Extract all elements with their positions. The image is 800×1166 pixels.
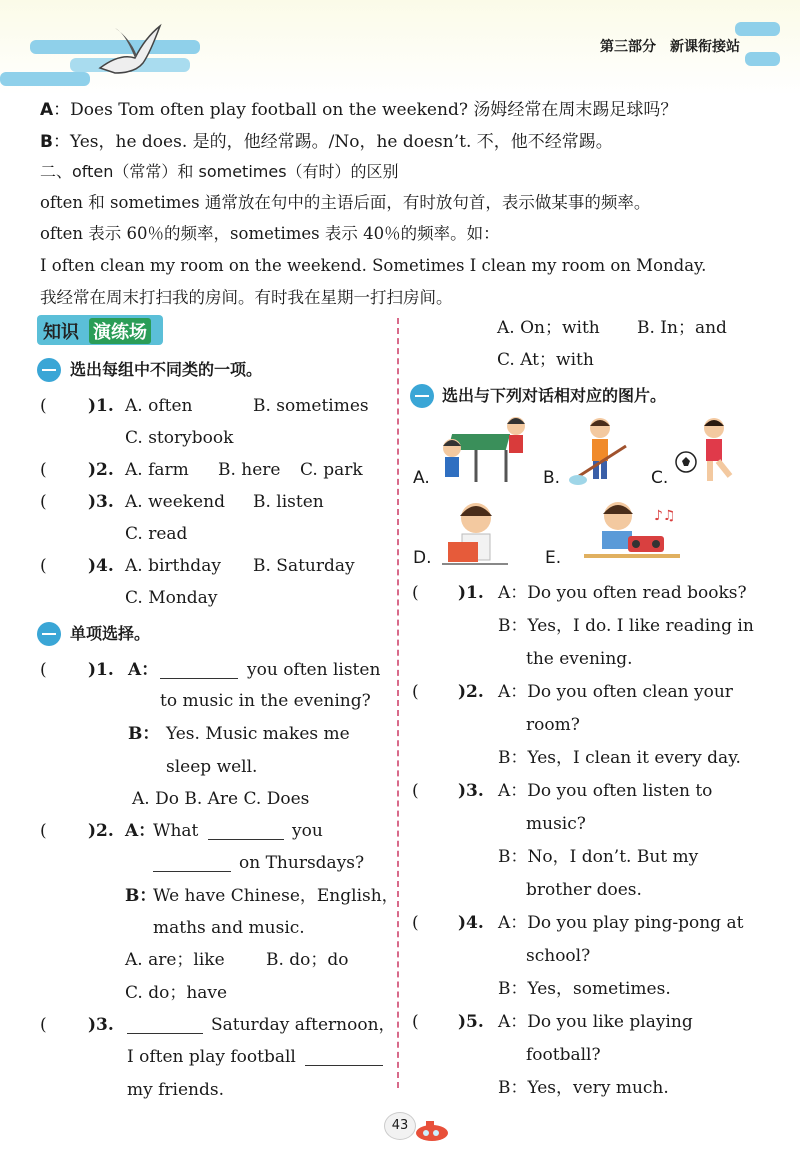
dialogue-text: A：Do you often listen to xyxy=(498,781,713,801)
picture-label: E. xyxy=(545,548,562,568)
dialogue-text: you xyxy=(292,821,323,841)
question-number: )1. xyxy=(88,660,114,680)
fill-blank[interactable] xyxy=(160,660,238,679)
section-three-title: 选出与下列对话相对应的图片。 xyxy=(442,386,667,405)
section-heading: 二、often（常常）和 sometimes（有时）的区别 xyxy=(40,162,399,181)
svg-text:♪♫: ♪♫ xyxy=(654,508,676,524)
section-three-icon xyxy=(410,384,434,408)
option: C. At；with xyxy=(497,350,594,370)
example-sentence: I often clean my room on the weekend. Sometimes I clean my room on Monday. xyxy=(40,256,707,275)
section-one-icon xyxy=(37,358,61,382)
option: B. sometimes xyxy=(253,396,369,416)
speaker-label: A： xyxy=(125,821,156,841)
question-number: )5. xyxy=(458,1012,484,1032)
question-number: )3. xyxy=(458,781,484,801)
option: B. do；do xyxy=(266,950,349,970)
dialogue-text: brother does. xyxy=(526,880,642,900)
dialogue-text: Saturday afternoon， xyxy=(211,1015,396,1035)
column-divider xyxy=(397,318,399,1088)
dialogue-text: B：Yes，very much. xyxy=(498,1078,669,1098)
answer-paren[interactable]: ( xyxy=(40,460,47,480)
cloud-decoration xyxy=(735,22,780,36)
question-number: )3. xyxy=(88,1015,114,1035)
speaker-label: A： xyxy=(128,660,159,680)
listening-music-picture[interactable] xyxy=(584,498,680,564)
example-translation: 我经常在周末打扫我的房间。有时我在星期一打扫房间。 xyxy=(40,288,453,307)
answer-paren[interactable]: ( xyxy=(40,396,47,416)
answer-paren[interactable]: ( xyxy=(40,492,47,512)
dialogue-text: maths and music. xyxy=(153,918,305,938)
practice-banner xyxy=(37,315,163,345)
dialogue-text: football? xyxy=(526,1045,601,1065)
option: B. Saturday xyxy=(253,556,355,576)
intro-paragraph: often 和 sometimes 通常放在句中的主语后面，有时放句首，表示做某事的频率。 xyxy=(40,193,651,212)
answer-paren[interactable]: ( xyxy=(412,682,419,702)
option: C. Monday xyxy=(125,588,218,608)
question-number: )2. xyxy=(458,682,484,702)
submarine-icon xyxy=(412,1118,452,1144)
option: B. In；and xyxy=(637,318,727,338)
question-number: )4. xyxy=(88,556,114,576)
option: C. park xyxy=(300,460,363,480)
answer-paren[interactable]: ( xyxy=(412,583,419,603)
cloud-decoration xyxy=(745,52,780,66)
option: C. do；have xyxy=(125,983,228,1003)
dialogue-text: sleep well. xyxy=(166,757,258,777)
section-two-icon xyxy=(37,622,61,646)
dialogue-text: on Thursdays? xyxy=(239,853,365,873)
dialogue-text: room? xyxy=(526,715,580,735)
answer-paren[interactable]: ( xyxy=(40,556,47,576)
picture-label: D. xyxy=(413,548,432,568)
picture-label: B. xyxy=(543,468,561,488)
dialogue-text: Yes. Music makes me xyxy=(166,724,350,744)
ping-pong-picture[interactable] xyxy=(436,412,528,488)
option: A. weekend xyxy=(125,492,225,512)
intro-paragraph: often 表示 60％的频率，sometimes 表示 40％的频率。如： xyxy=(40,224,500,243)
picture-label: A. xyxy=(413,468,430,488)
answer-paren[interactable]: ( xyxy=(412,913,419,933)
answer-paren[interactable]: ( xyxy=(412,1012,419,1032)
option: A. farm xyxy=(125,460,189,480)
answer-paren[interactable]: ( xyxy=(412,781,419,801)
dialogue-text: I often play football xyxy=(127,1047,296,1067)
dialogue-text: A：Do you like playing xyxy=(498,1012,693,1032)
dialogue-text: A：Do you often read books? xyxy=(498,583,747,603)
section-two-title: 单项选择。 xyxy=(70,624,151,643)
seagull-icon xyxy=(95,18,165,88)
banner-right: 演练场 xyxy=(89,318,151,344)
option: A. are；like xyxy=(125,950,225,970)
option: C. storybook xyxy=(125,428,234,448)
dialogue-text: B：No，I don’t. But my xyxy=(498,847,699,867)
dialogue-text: to music in the evening? xyxy=(160,691,371,711)
cloud-decoration xyxy=(0,72,90,86)
football-picture[interactable] xyxy=(674,416,744,488)
option: A. birthday xyxy=(125,556,221,576)
answer-paren[interactable]: ( xyxy=(40,660,47,680)
speaker-label: B： xyxy=(125,886,157,906)
question-number: )4. xyxy=(458,913,484,933)
answer-paren[interactable]: ( xyxy=(40,1015,47,1035)
dialogue-text: you often listen xyxy=(247,660,381,680)
dialogue-text: A：Do you play ping-pong at xyxy=(498,913,744,933)
dialogue-text: school? xyxy=(526,946,591,966)
page-number: 43 xyxy=(384,1112,416,1140)
option: C. read xyxy=(125,524,188,544)
dialogue-text: the evening. xyxy=(526,649,633,669)
question-number: )1. xyxy=(458,583,484,603)
dialogue-text: my friends. xyxy=(127,1080,225,1100)
option: B. listen xyxy=(253,492,324,512)
intro-line-a: A：Does Tom often play football on the weekend? 汤姆经常在周末踢足球吗？ xyxy=(40,100,678,120)
reading-picture[interactable] xyxy=(442,498,508,568)
dialogue-text: A：Do you often clean your xyxy=(498,682,733,702)
question-number: )2. xyxy=(88,460,114,480)
banner-left: 知识 xyxy=(43,322,79,343)
question-number: )1. xyxy=(88,396,114,416)
fill-blank[interactable] xyxy=(208,821,284,840)
part-title: 第三部分 新课衔接站 xyxy=(600,39,740,55)
fill-blank[interactable] xyxy=(305,1047,383,1066)
dialogue-text: B：Yes，I clean it every day. xyxy=(498,748,741,768)
dialogue-text: B：Yes，sometimes. xyxy=(498,979,671,999)
question-number: )2. xyxy=(88,821,114,841)
options: A. Do B. Are C. Does xyxy=(132,789,310,809)
option: A. On；with xyxy=(497,318,600,338)
option: A. often xyxy=(125,396,193,416)
fill-blank[interactable] xyxy=(153,853,231,872)
sweeping-picture[interactable] xyxy=(564,416,634,488)
option: B. here xyxy=(218,460,281,480)
dialogue-text: B：Yes，I do. I like reading in xyxy=(498,616,754,636)
fill-blank[interactable] xyxy=(127,1015,203,1034)
section-one-title: 选出每组中不同类的一项。 xyxy=(70,360,263,379)
dialogue-text: What xyxy=(153,821,199,841)
picture-label: C. xyxy=(651,468,669,488)
dialogue-text: We have Chinese，English， xyxy=(153,886,399,906)
question-number: )3. xyxy=(88,492,114,512)
speaker-label: B： xyxy=(128,724,160,744)
answer-paren[interactable]: ( xyxy=(40,821,47,841)
intro-line-b: B：Yes，he does. 是的，他经常踢。/No，he doesn’t. 不，他不经常踢。 xyxy=(40,132,613,152)
dialogue-text: music? xyxy=(526,814,586,834)
